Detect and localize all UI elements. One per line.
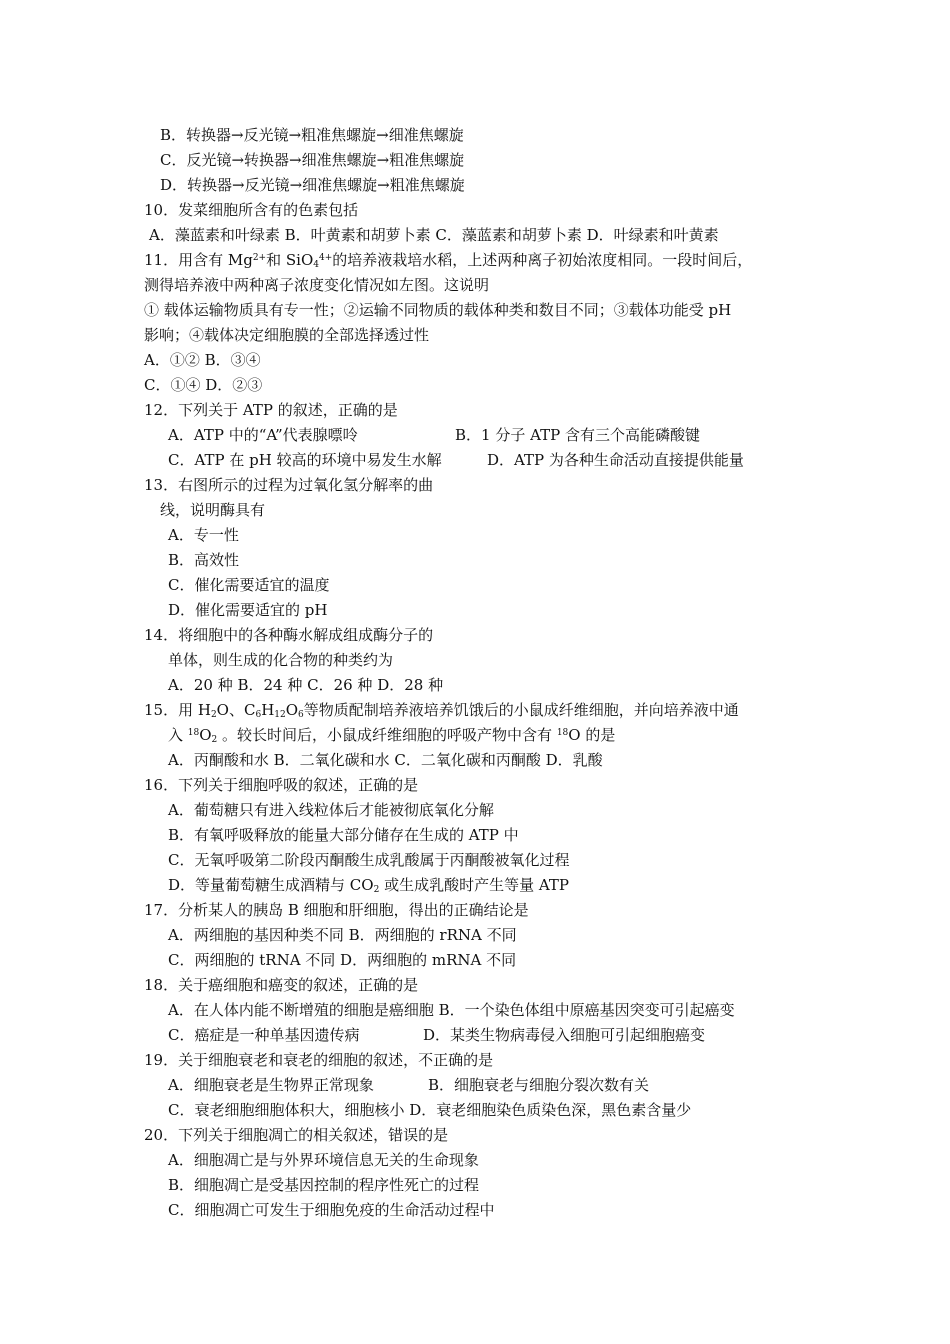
q13-option-c: C．催化需要适宜的温度: [168, 576, 330, 594]
q16-stem: 16．下列关于细胞呼吸的叙述，正确的是: [144, 776, 419, 794]
q13-stem-line2: 线，说明酶具有: [160, 501, 266, 519]
q11-stem-line2: 测得培养液中两种离子浓度变化情况如左图。这说明: [144, 276, 490, 294]
q9-option-b: B．转换器→反光镜→粗准焦螺旋→细准焦螺旋: [160, 126, 464, 144]
q16-option-c: C．无氧呼吸第二阶段丙酮酸生成乳酸属于丙酮酸被氧化过程: [168, 851, 570, 869]
q17-options-ab: A．两细胞的基因种类不同 B．两细胞的 rRNA 不同: [168, 926, 517, 944]
q20-option-b: B．细胞凋亡是受基因控制的程序性死亡的过程: [168, 1176, 480, 1194]
q15-stem-line2: 入 $^{18}O_2$ 。较长时间后，小鼠成纤维细胞的呼吸产物中含有 $^{18}$O 的是: [168, 726, 616, 745]
q19-stem: 19．关于细胞衰老和衰老的细胞的叙述，不正确的是: [144, 1051, 494, 1069]
q13-option-b: B．高效性: [168, 551, 240, 569]
q11-statements-line1: ① 载体运输物质具有专一性；②运输不同物质的载体种类和数目不同；③载体功能受 pH: [144, 301, 732, 319]
q12-option-c: C．ATP 在 pH 较高的环境中易发生水解: [168, 451, 442, 469]
q9-option-c: C．反光镜→转换器→细准焦螺旋→粗准焦螺旋: [160, 151, 465, 169]
q12-option-b: B．1 分子 ATP 含有三个高能磷酸键: [455, 426, 700, 444]
q12-stem: 12．下列关于 ATP 的叙述，正确的是: [144, 401, 398, 419]
q17-options-cd: C．两细胞的 tRNA 不同 D．两细胞的 mRNA 不同: [168, 951, 517, 969]
q11-options-ab: A．①② B．③④: [144, 351, 261, 369]
q11-options-cd: C．①④ D．②③: [144, 376, 263, 394]
q12-option-d: D．ATP 为各种生命活动直接提供能量: [487, 451, 744, 469]
q16-option-a: A．葡萄糖只有进入线粒体后才能被彻底氧化分解: [168, 801, 494, 819]
q13-stem-line1: 13．右图所示的过程为过氧化氢分解率的曲: [144, 476, 434, 494]
q9-option-d: D．转换器→反光镜→细准焦螺旋→粗准焦螺旋: [160, 176, 465, 194]
q18-option-d: D．某类生物病毒侵入细胞可引起细胞癌变: [423, 1026, 706, 1044]
q10-stem: 10．发菜细胞所含有的色素包括: [144, 201, 359, 219]
q14-options: A．20 种 B．24 种 C．26 种 D．28 种: [168, 676, 444, 694]
q11-statements-line2: 影响；④载体决定细胞膜的全部选择透过性: [144, 326, 430, 344]
q20-stem: 20．下列关于细胞凋亡的相关叙述，错误的是: [144, 1126, 449, 1144]
q14-stem-line2: 单体，则生成的化合物的种类约为: [168, 651, 394, 669]
q20-option-c: C．细胞凋亡可发生于细胞免疫的生命活动过程中: [168, 1201, 495, 1219]
q14-stem-line1: 14．将细胞中的各种酶水解成组成酶分子的: [144, 626, 434, 644]
q10-options: A．藻蓝素和叶绿素 B．叶黄素和胡萝卜素 C．藻蓝素和胡萝卜素 D．叶绿素和叶黄素: [149, 226, 719, 244]
q16-option-d: D．等量葡萄糖生成酒精与 $CO_2$ 或生成乳酸时产生等量 ATP: [168, 876, 569, 895]
q20-option-a: A．细胞凋亡是与外界环境信息无关的生命现象: [168, 1151, 479, 1169]
q15-stem-line1: 15．用 $H_2O$、$C_6H_{12}O_6$等物质配制培养液培养饥饿后的小鼠成纤维细胞，并向培养液中通: [144, 701, 739, 720]
q18-option-c: C．癌症是一种单基因遗传病: [168, 1026, 360, 1044]
q13-option-a: A．专一性: [168, 526, 239, 544]
q19-option-b: B．细胞衰老与细胞分裂次数有关: [428, 1076, 650, 1094]
q19-option-a: A．细胞衰老是生物界正常现象: [168, 1076, 374, 1094]
q13-option-d: D．催化需要适宜的 pH: [168, 601, 328, 619]
q12-option-a: A．ATP 中的“A”代表腺嘌呤: [168, 426, 358, 444]
q11-stem-line1: 11．用含有 $Mg^{2+}$和 SiO$_4^{4+}$的培养液栽培水稻，上述两种离子初始浓度相同。一段时间后，: [144, 251, 753, 270]
q18-stem: 18．关于癌细胞和癌变的叙述，正确的是: [144, 976, 419, 994]
q15-options: A．丙酮酸和水 B．二氧化碳和水 C．二氧化碳和丙酮酸 D．乳酸: [168, 751, 603, 769]
q18-options-ab: A．在人体内能不断增殖的细胞是癌细胞 B．一个染色体组中原癌基因突变可引起癌变: [168, 1001, 735, 1019]
q16-option-b: B．有氧呼吸释放的能量大部分储存在生成的 ATP 中: [168, 826, 519, 844]
q17-stem: 17．分析某人的胰岛 B 细胞和肝细胞，得出的正确结论是: [144, 901, 529, 919]
q19-options-cd: C．衰老细胞细胞体积大，细胞核小 D．衰老细胞染色质染色深，黑色素含量少: [168, 1101, 692, 1119]
